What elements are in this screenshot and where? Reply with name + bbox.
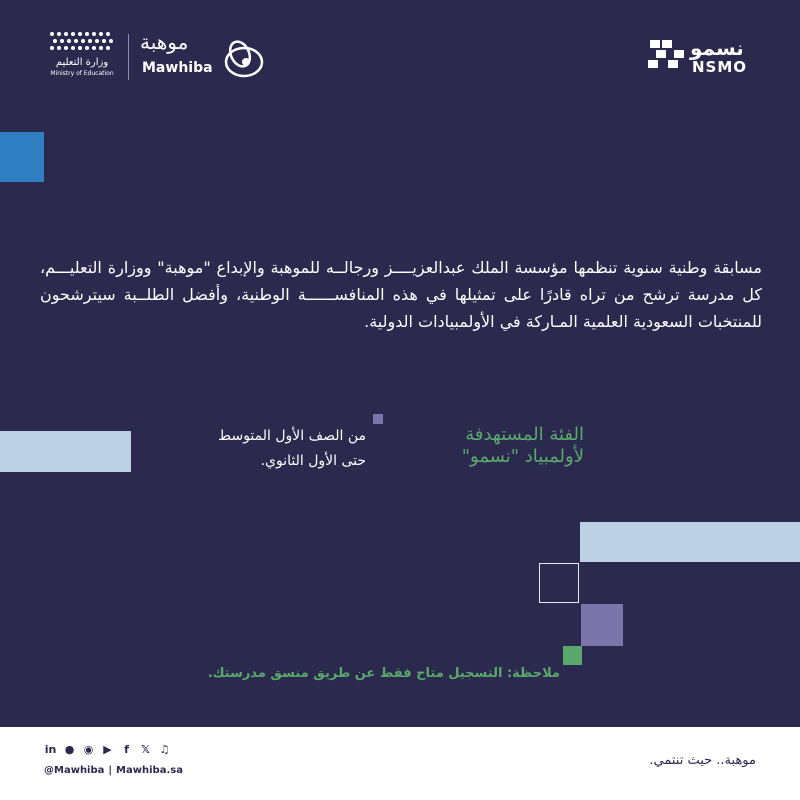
mawhiba-english-text: Mawhiba xyxy=(142,60,213,76)
decor-green-square xyxy=(563,646,582,665)
handle-separator: | xyxy=(108,765,113,776)
moe-dots-icon xyxy=(47,30,117,52)
tiktok-icon[interactable]: ♫ xyxy=(159,742,170,756)
footer xyxy=(0,727,800,800)
snapchat-icon[interactable]: ● xyxy=(64,742,75,756)
youtube-icon[interactable]: ▶ xyxy=(103,742,112,756)
moe-english-text: Ministry of Education xyxy=(50,70,114,77)
instagram-icon[interactable]: ◉ xyxy=(83,742,94,756)
intro-paragraph: مسابقة وطنية سنوية تنظمها مؤسسة الملك عبدالعزيــــز ورجالــه للموهبة والإبداع "موهبة" ووزارة التعليـــم، كل مدرسة ترشح من تراه قادرًا على تمثيلها في هذه المنافســــــة الوطنية، وأفضل الطلــبة سيترشحون للمنتخبات السعودية العلمية المـاركة في الأولمبيادات الدولية. xyxy=(40,258,762,331)
target-category-description xyxy=(150,424,366,474)
social-handle[interactable]: @Mawhiba xyxy=(44,765,105,776)
ministry-of-education-logo xyxy=(44,30,120,90)
footer-slogan: موهبة.. حيث تنتمي. xyxy=(649,753,756,768)
nsmo-english-text: NSMO xyxy=(692,58,748,76)
mawhiba-logo xyxy=(140,30,270,90)
mawhiba-arabic-text: موهبة xyxy=(140,30,189,54)
website-link[interactable]: Mawhiba.sa xyxy=(116,765,183,776)
target-title-line2: لأولمبياد "نسمو" xyxy=(461,446,584,467)
logo-divider xyxy=(128,34,129,80)
linkedin-icon[interactable]: in xyxy=(44,742,57,756)
target-category-title xyxy=(400,424,584,468)
decor-purple-square xyxy=(581,604,623,646)
social-icons xyxy=(44,741,171,757)
decor-light-bar-right xyxy=(580,522,800,562)
nsmo-logo xyxy=(648,36,758,78)
decor-light-bar-left xyxy=(0,431,131,472)
target-body-line1: من الصف الأول المتوسط xyxy=(218,428,366,444)
decor-small-purple-square xyxy=(373,414,383,424)
x-icon[interactable]: 𝕏 xyxy=(141,742,150,756)
mawhiba-emblem-icon xyxy=(222,32,266,82)
nsmo-arabic-text: نسمو xyxy=(690,36,744,60)
target-title-line1: الفئة المستهدفة xyxy=(465,424,584,445)
facebook-icon[interactable]: f xyxy=(124,742,129,756)
decor-blue-block xyxy=(0,132,44,182)
target-body-line2: حتى الأول الثانوي. xyxy=(260,453,366,469)
nsmo-mark-icon xyxy=(648,40,688,72)
moe-arabic-text: وزارة التعليم xyxy=(55,57,109,68)
decor-outline-square xyxy=(539,563,579,603)
footer-handles xyxy=(44,765,183,776)
registration-note: ملاحظة: التسجيل متاح فقط عن طريق منسق مدرستك. xyxy=(207,666,560,681)
